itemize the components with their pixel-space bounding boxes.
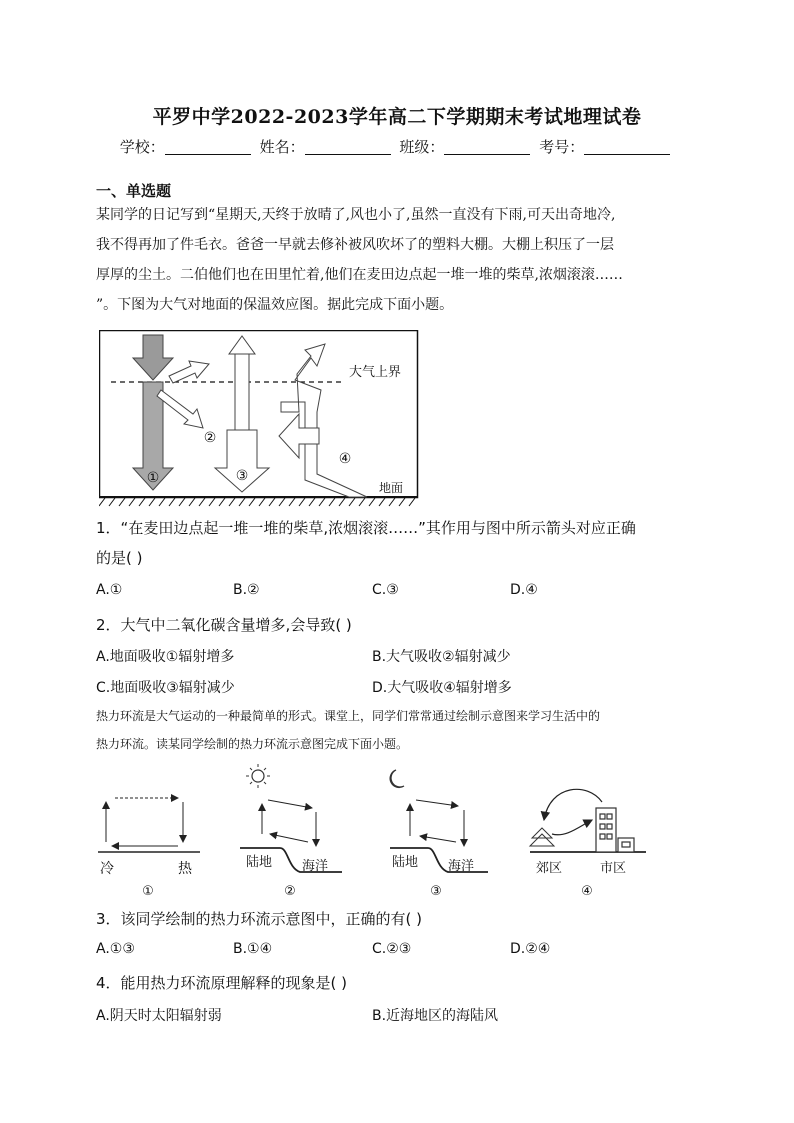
trees-icon: [530, 828, 554, 846]
q1-option-d[interactable]: D.④: [510, 582, 538, 598]
suburb-label: 郊区: [536, 861, 563, 876]
hot-label: 热: [178, 861, 192, 877]
diagram-1-number: ①: [142, 884, 154, 899]
school-blank[interactable]: [165, 140, 251, 155]
page-title: 平罗中学2022-2023学年高二下学期期末考试地理试卷: [152, 106, 642, 128]
arrow-3-label: ③: [235, 468, 249, 484]
ocean-label-3: 海洋: [448, 859, 475, 874]
passage-1-line: 厚厚的尘土。二伯他们也在田里忙着,他们在麦田边点起一堆一堆的柴草,浓烟滚滚……: [96, 267, 623, 283]
arrow-1-label: ①: [146, 470, 160, 486]
greenhouse-effect-diagram: [99, 330, 419, 510]
class-label: 班级：: [399, 138, 445, 156]
city-buildings-icon: [596, 808, 634, 852]
question-1-stem-line: 的是( ): [96, 549, 143, 567]
arrow-2-label: ②: [203, 430, 217, 446]
q3-option-b[interactable]: B.①④: [233, 941, 273, 957]
land-label-3: 陆地: [392, 855, 419, 870]
question-4-stem: 4．能用热力环流原理解释的现象是( ): [96, 974, 348, 992]
q3-option-a[interactable]: A.①③: [96, 941, 135, 957]
name-blank[interactable]: [305, 140, 391, 155]
arrow-4-label: ④: [338, 451, 352, 467]
circulation-diagram-4: [530, 789, 646, 899]
passage-2-line: 热力环流。读某同学绘制的热力环流示意图完成下面小题。: [96, 737, 409, 751]
question-3-stem: 3．该同学绘制的热力环流示意图中，正确的有( ): [96, 910, 423, 928]
passage-2: [96, 702, 700, 758]
diagram-3-number: ③: [430, 884, 442, 899]
class-blank[interactable]: [444, 140, 530, 155]
question-1: [96, 517, 706, 568]
cold-label: 冷: [100, 861, 114, 877]
circulation-diagram-2: [240, 764, 342, 899]
number-blank[interactable]: [584, 140, 670, 155]
q3-option-d[interactable]: D.②④: [510, 941, 551, 957]
name-label: 姓名：: [259, 138, 305, 156]
section-heading: 一、单选题: [96, 182, 172, 200]
number-label: 考号：: [539, 138, 585, 156]
diagram-2-number: ②: [284, 884, 296, 899]
circulation-diagram-3: [390, 770, 488, 899]
q2-option-b[interactable]: B.大气吸收②辐射减少: [372, 649, 511, 665]
q3-option-c[interactable]: C.②③: [372, 941, 412, 957]
q2-option-c[interactable]: C.地面吸收③辐射减少: [96, 680, 235, 696]
passage-1-line: 某同学的日记写到“星期天,天终于放晴了,风也小了,虽然一直没有下雨,可天出奇地冷,: [96, 207, 616, 223]
question-1-stem-line: 1．“在麦田边点起一堆一堆的柴草,浓烟滚滚……”其作用与图中所示箭头对应正确: [96, 519, 636, 537]
q2-option-d[interactable]: D.大气吸收④辐射增多: [372, 680, 512, 696]
q4-option-b[interactable]: B.近海地区的海陆风: [372, 1008, 499, 1024]
ground-hatching: [99, 498, 415, 506]
school-label: 学校：: [119, 138, 165, 156]
atmosphere-boundary-label: 大气上界: [349, 365, 402, 380]
passage-1-line: 我不得再加了件毛衣。爸爸一早就去修补被风吹坏了的塑料大棚。大棚上积压了一层: [96, 237, 614, 253]
student-info-line: [0, 136, 794, 157]
q1-option-a[interactable]: A.①: [96, 582, 123, 598]
city-label: 市区: [600, 861, 627, 876]
circulation-diagram-1: [98, 798, 200, 899]
diagram-4-number: ④: [581, 884, 593, 899]
ground-label: 地面: [379, 481, 404, 495]
moon-icon: [390, 770, 404, 787]
q4-option-a[interactable]: A.阴天时太阳辐射弱: [96, 1008, 222, 1024]
arrow-3-upward-shaft: [235, 354, 249, 430]
passage-1-line: ”。下图为大气对地面的保温效应图。据此完成下面小题。: [96, 297, 454, 313]
passage-1: [96, 200, 700, 320]
q2-option-a[interactable]: A.地面吸收①辐射增多: [96, 649, 235, 665]
q1-option-c[interactable]: C.③: [372, 582, 399, 598]
sun-icon: [246, 764, 270, 788]
ocean-label-2: 海洋: [302, 859, 329, 874]
q1-option-b[interactable]: B.②: [233, 582, 260, 598]
passage-2-line: 热力环流是大气运动的一种最简单的形式。课堂上，同学们常常通过绘制示意图来学习生活中的: [96, 709, 601, 723]
thermal-circulation-diagrams: [90, 762, 660, 900]
question-2-stem: 2．大气中二氧化碳含量增多,会导致( ): [96, 616, 352, 634]
land-label-2: 陆地: [246, 855, 273, 870]
